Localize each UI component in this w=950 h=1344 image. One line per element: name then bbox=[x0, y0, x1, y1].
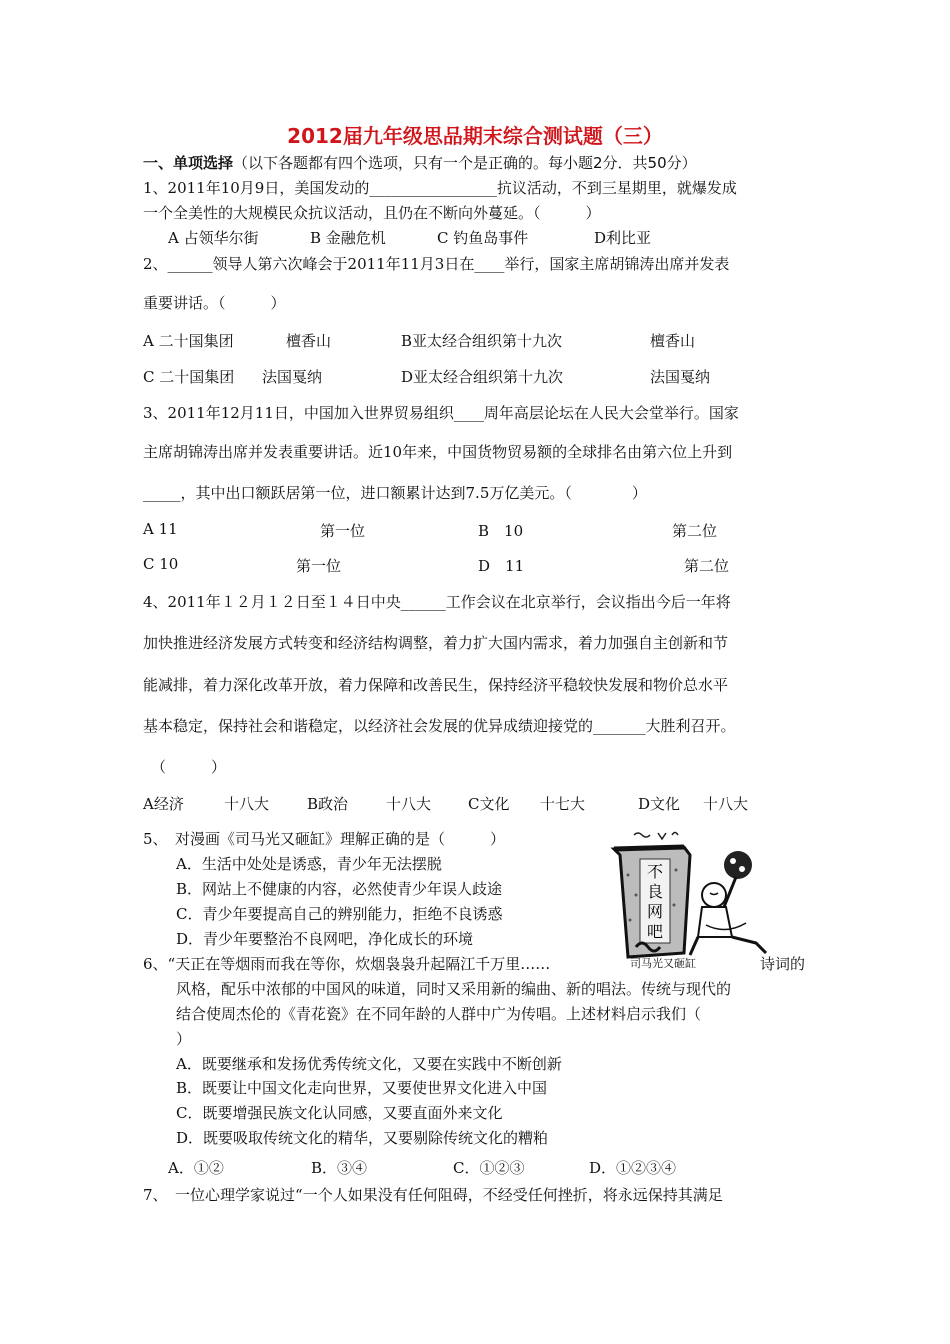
q4-option-a-1: A经济 bbox=[143, 795, 184, 813]
q1-option-c: C 钓鱼岛事件 bbox=[437, 229, 529, 247]
q4-line5: （ ） bbox=[151, 758, 227, 776]
q5-option-a: A．生活中处处是诱惑，青少年无法摆脱 bbox=[176, 855, 442, 873]
cartoon-caption: 司马光又砸缸 bbox=[630, 957, 696, 970]
q2-option-a-2: 檀香山 bbox=[286, 332, 332, 350]
svg-text:良: 良 bbox=[646, 882, 664, 901]
q6-option-2: B．③④ bbox=[311, 1159, 368, 1177]
q1-line2: 一个全美性的大规模民众抗议活动，且仍在不断向外蔓延。（ ） bbox=[143, 204, 601, 222]
cartoon-image bbox=[606, 825, 776, 973]
q2-line1: 2、______领导人第六次峰会于2011年11月3日在____举行，国家主席胡锦涛出席并发表 bbox=[143, 255, 730, 273]
q2-option-c-1: C 二十国集团 bbox=[143, 368, 235, 386]
q5-line1: 5、 对漫画《司马光又砸缸》理解正确的是（ ） bbox=[143, 830, 506, 848]
q3-line3: _____，其中出口额跃居第一位，进口额累计达到7.5万亿美元。（ ） bbox=[143, 484, 647, 502]
svg-text:吧: 吧 bbox=[646, 922, 664, 941]
q6-item-a: A．既要继承和发扬优秀传统文化，又要在实践中不断创新 bbox=[176, 1055, 562, 1073]
section-heading bbox=[143, 152, 697, 173]
q6-line4: ） bbox=[176, 1030, 192, 1048]
q6-option-1: A．①② bbox=[168, 1159, 224, 1177]
cartoon-drawing bbox=[606, 825, 776, 973]
q3-line1: 3、2011年12月11日，中国加入世界贸易组织____周年高层论坛在人民大会堂举行。国家 bbox=[143, 404, 739, 422]
q4-option-b-2: 十八大 bbox=[386, 795, 432, 813]
q4-option-d-2: 十八大 bbox=[703, 795, 749, 813]
q1-option-b: B 金融危机 bbox=[310, 229, 386, 247]
q2-option-d-2: 法国戛纳 bbox=[650, 368, 711, 386]
q4-line2: 加快推进经济发展方式转变和经济结构调整，着力扩大国内需求，着力加强自主创新和节 bbox=[143, 634, 729, 652]
q5-option-b: B．网站上不健康的内容，必然使青少年误人歧途 bbox=[176, 880, 503, 898]
q6-item-b: B．既要让中国文化走向世界，又要使世界文化进入中国 bbox=[176, 1079, 548, 1097]
q3-option-b-1: B 10 bbox=[478, 522, 524, 540]
q3-option-d-1: D 11 bbox=[478, 557, 525, 575]
q1-line1: 1、2011年10月9日，美国发动的_________________抗议活动，不到三星期里，就爆发成 bbox=[143, 179, 737, 197]
q3-option-c-1: C 10 bbox=[143, 555, 179, 573]
q4-option-b-1: B政治 bbox=[307, 795, 349, 813]
q6-item-c: C．既要增强民族文化认同感，又要直面外来文化 bbox=[176, 1104, 503, 1122]
q6-option-3: C．①②③ bbox=[453, 1159, 525, 1177]
q3-option-b-2: 第二位 bbox=[672, 522, 718, 540]
q4-line1: 4、2011年１２月１２日至１４日中央______工作会议在北京举行，会议指出今后一年将 bbox=[143, 593, 731, 611]
q5-option-d: D．青少年要整治不良网吧，净化成长的环境 bbox=[176, 930, 474, 948]
q6-line1-end: 诗词的 bbox=[760, 955, 806, 973]
q6-line3: 结合使周杰伦的《青花瓷》在不同年龄的人群中广为传唱。上述材料启示我们（ bbox=[176, 1005, 702, 1023]
q5-option-c: C．青少年要提高自己的辨别能力，拒绝不良诱惑 bbox=[176, 905, 503, 923]
q3-line2: 主席胡锦涛出席并发表重要讲话。近10年来，中国货物贸易额的全球排名由第六位上升到 bbox=[143, 443, 733, 461]
q4-option-c-2: 十七大 bbox=[540, 795, 586, 813]
q6-item-d: D．既要吸取传统文化的精华，又要剔除传统文化的糟粕 bbox=[176, 1129, 549, 1147]
page-title: 2012届九年级思品期末综合测试题（三） bbox=[287, 124, 663, 148]
q4-option-a-2: 十八大 bbox=[224, 795, 270, 813]
q2-option-c-2: 法国戛纳 bbox=[262, 368, 323, 386]
q2-line2: 重要讲话。（ ） bbox=[143, 294, 286, 312]
svg-text:网: 网 bbox=[646, 902, 664, 921]
q2-option-d-1: D亚太经合组织第十九次 bbox=[401, 368, 564, 386]
q3-option-c-2: 第一位 bbox=[296, 557, 342, 575]
q7-line1: 7、 一位心理学家说过“一个人如果没有任何阻碍，不经受任何挫折，将永远保持其满足 bbox=[143, 1186, 723, 1204]
q4-option-d-1: D文化 bbox=[638, 795, 681, 813]
q2-option-a-1: A 二十国集团 bbox=[143, 332, 234, 350]
q6-line2: 风格，配乐中浓郁的中国风的味道，同时又采用新的编曲、新的唱法。传统与现代的 bbox=[176, 980, 732, 998]
q3-option-a-2: 第一位 bbox=[320, 522, 366, 540]
q3-option-d-2: 第二位 bbox=[684, 557, 730, 575]
q6-option-4: D．①②③④ bbox=[589, 1159, 677, 1177]
q1-option-a: A 占领华尔街 bbox=[168, 229, 259, 247]
q4-line3: 能减排，着力深化改革开放，着力保障和改善民生，保持经济平稳较快发展和物价总水平 bbox=[143, 676, 729, 694]
q4-line4: 基本稳定，保持社会和谐稳定，以经济社会发展的优异成绩迎接党的_______大胜利召开。 bbox=[143, 717, 736, 735]
q3-option-a-1: A 11 bbox=[143, 520, 178, 538]
section-label: 一、单项选择 bbox=[143, 154, 234, 172]
q2-option-b-2: 檀香山 bbox=[650, 332, 696, 350]
section-note: （以下各题都有四个选项，只有一个是正确的。每小题2分．共50分） bbox=[233, 154, 697, 172]
q4-option-c-1: C文化 bbox=[468, 795, 510, 813]
q2-option-b-1: B亚太经合组织第十九次 bbox=[401, 332, 563, 350]
q6-line1: 6、“天正在等烟雨而我在等你，炊烟袅袅升起隔江千万里…… bbox=[143, 955, 551, 973]
q1-option-d: D利比亚 bbox=[594, 229, 652, 247]
svg-text:不: 不 bbox=[646, 862, 664, 881]
